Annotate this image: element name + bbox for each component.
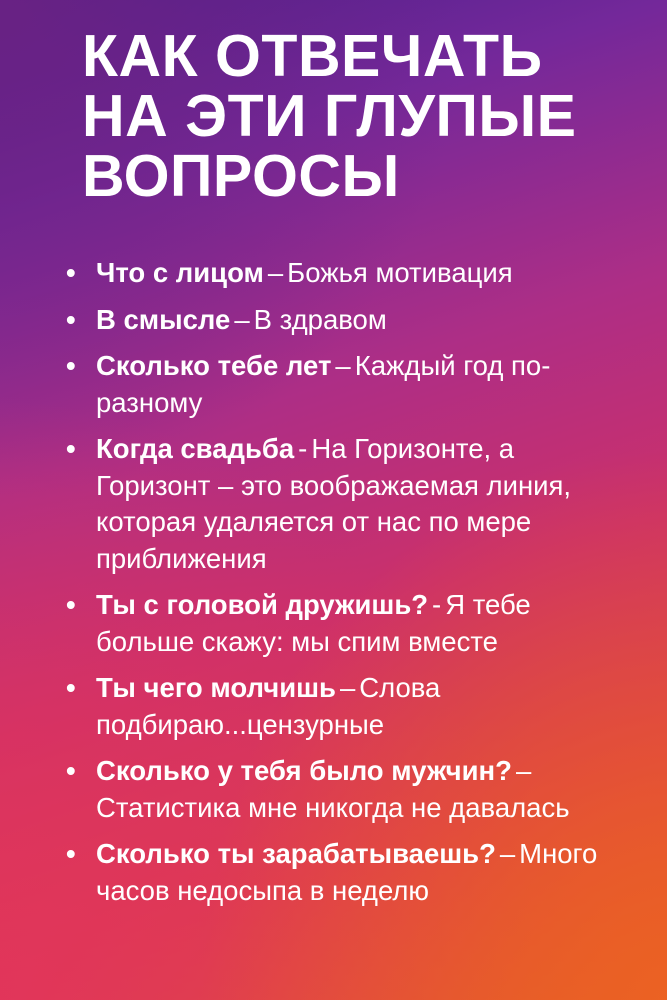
separator: –	[335, 350, 351, 381]
list-item	[66, 431, 626, 577]
question-text: Когда свадьба	[96, 433, 295, 464]
bullet-icon: •	[66, 350, 76, 381]
list-item	[66, 836, 626, 909]
separator: –	[339, 672, 356, 703]
answer-text: Каждый год по-разному	[96, 350, 551, 418]
question-text: Сколько у тебя было мужчин?	[96, 755, 512, 786]
question-text: Ты с головой дружишь?	[96, 589, 429, 620]
separator: –	[499, 838, 516, 869]
bullet-icon: •	[66, 589, 76, 620]
bullet-icon: •	[66, 672, 76, 703]
list-item	[66, 348, 626, 421]
card-title	[82, 23, 577, 209]
answer-text: Слова подбираю...цензурные	[96, 672, 441, 740]
bullet-icon: •	[66, 838, 76, 869]
title-line: ВОПРОСЫ	[82, 143, 400, 209]
bullet-icon: •	[66, 755, 76, 786]
question-text: Сколько тебе лет	[96, 350, 332, 381]
list-item	[66, 302, 626, 339]
bullet-icon: •	[66, 257, 76, 288]
answer-text: В здравом	[253, 303, 387, 335]
qa-list	[66, 255, 626, 919]
question-text: Ты чего молчишь	[96, 672, 336, 703]
answer-text: На Горизонте, а Горизонт – это воображаемая линия, которая удаляется от нас по мере приближения	[96, 433, 572, 574]
title-line: КАК ОТВЕЧАТЬ	[82, 23, 543, 89]
answer-text: Божья мотивация	[287, 257, 513, 288]
separator: –	[267, 257, 284, 288]
answer-text: Много часов недосыпа в неделю	[96, 838, 598, 906]
list-item	[66, 753, 626, 826]
separator: –	[515, 755, 532, 786]
separator: -	[298, 433, 308, 464]
list-item	[66, 670, 626, 743]
question-text: В смысле	[96, 303, 231, 335]
list-item	[66, 255, 626, 292]
answer-text: Я тебе больше скажу: мы спим вместе	[96, 589, 531, 657]
separator: –	[234, 303, 250, 335]
bullet-icon: •	[66, 433, 76, 464]
answer-text: Статистика мне никогда не давалась	[96, 791, 570, 823]
title-line: НА ЭТИ ГЛУПЫЕ	[82, 83, 577, 149]
list-item	[66, 587, 626, 660]
question-text: Что с лицом	[96, 257, 264, 288]
question-text: Сколько ты зарабатываешь?	[96, 838, 496, 869]
bullet-icon: •	[66, 303, 76, 335]
separator: -	[432, 589, 442, 620]
